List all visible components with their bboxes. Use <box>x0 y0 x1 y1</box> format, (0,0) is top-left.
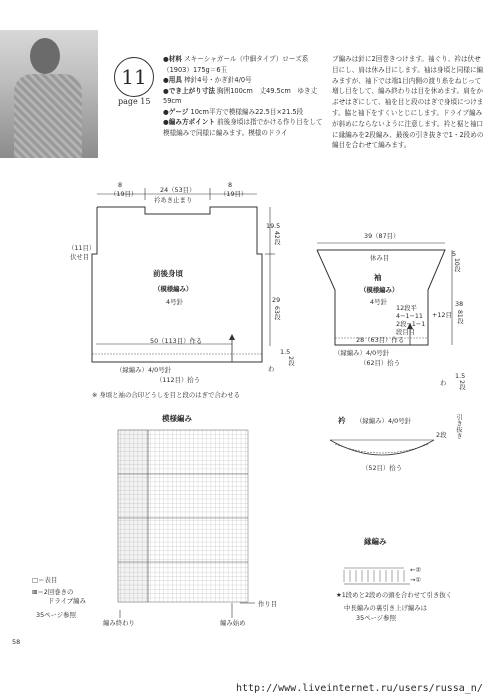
legend-drive: ⊠＝2回巻きの <box>32 588 74 596</box>
chart-title: 模様編み <box>162 414 192 423</box>
chart-end-label: 編み終わり <box>103 619 135 627</box>
legend-drive-2: ドライブ編み <box>48 597 86 605</box>
edging-row-1: →① <box>410 576 422 584</box>
collar-sub: （縁編み）4/0号針 <box>356 417 412 425</box>
sleeve-needle: 4号針 <box>370 298 387 306</box>
body-top-center: 24（53目） <box>160 186 196 194</box>
page-number: 58 <box>12 638 21 646</box>
body-top-right-stitches: （19目） <box>220 190 248 198</box>
body-top-left-width: 8 <box>118 181 123 189</box>
body-pattern: （模様編み） <box>154 285 193 293</box>
sleeve-pattern: （模様編み） <box>360 286 399 294</box>
knit-symbol-icon: □ <box>32 576 39 584</box>
sleeve-side-a-rows: 10段 <box>453 258 460 273</box>
edging-row-2: ←② <box>410 566 422 574</box>
legend-knit: □＝表目 <box>32 576 58 584</box>
spec-gauge: ●ゲージ 10cm平方で模様編み22.5目×21.5段 <box>163 107 304 116</box>
sleeve-title: 袖 <box>374 273 382 282</box>
design-number-badge: 11 <box>114 57 154 97</box>
body-title: 前後身頃 <box>153 269 183 278</box>
legend-ref: 35ページ参照 <box>36 611 76 619</box>
collar-end-note: 引き抜き <box>455 414 462 439</box>
sleeve-increase-total: +12目 <box>432 311 452 319</box>
sleeve-top-width: 39（87目） <box>364 232 400 240</box>
sleeve-wa: わ <box>440 379 447 387</box>
body-cast-on: 50（113目）作る <box>150 337 203 345</box>
edging-note: ★1段めと2段めの頭を合わせて引き抜く <box>336 591 453 599</box>
spec-tools: ●用具 棒針4号・かぎ針4/0号 <box>163 76 252 84</box>
edging-symbol-note: 中長編みの裏引き上げ編みは <box>344 604 428 612</box>
body-border-label: （縁編み）4/0号針 <box>116 366 172 374</box>
instructions-text: ブ編みは針に2回巻きつけます。袖ぐり、衿は伏せ目にし、肩は休み目にします。袖は身頃と同様に編みますが、袖下では端1目内側の渡り糸をねじって増し目をして、編み終わりは目を休めます。肩をかぶせはぎにして、袖を目と段のはぎで身頃につけます。脇と袖下をすくいとじにします。ドライブ編みが斜めにならないように注意します。衿と裾と袖口に縁編みを2段編み、最後の引き抜きで1・2段めの編目を合わせて編みます。 <box>332 55 484 150</box>
edging-title: 縁編み <box>364 537 387 546</box>
sleeve-side-a: 5 <box>452 250 457 258</box>
collar-rows: 2段 <box>436 431 447 439</box>
collar-stitches: （52目）拾う <box>362 464 403 472</box>
chart-start-label: 編み始め <box>220 619 246 627</box>
body-top-left-stitches: （19目） <box>110 190 138 198</box>
left-note-stitches: （11目） <box>68 244 96 252</box>
armhole-rows: 42段 <box>273 231 280 246</box>
left-note: 伏せ目 <box>70 253 90 261</box>
pattern-chart-grid <box>118 430 248 602</box>
edging-symbol-ref: 35ページ参照 <box>356 614 396 622</box>
body-height: 29 <box>272 296 281 304</box>
body-rows: 63段 <box>273 306 280 321</box>
sleeve-height-rows: 81段 <box>456 310 463 325</box>
neck-note: 衿あき止まり <box>154 196 193 204</box>
sleeve-height: 38 <box>455 300 464 308</box>
sleeve-cast-on: 28（63目）作る <box>356 336 405 344</box>
sleeve-border-label: （縁編み）4/0号針 <box>334 349 390 357</box>
sleeve-border-rows: 2段 <box>458 380 465 391</box>
body-wa: わ <box>268 365 275 373</box>
spec-points: ●編み方ポイント 前後身頃は指でかける作り目をして模様編みで同様に編みます。模様のドライ <box>163 118 323 137</box>
source-url[interactable]: http://www.liveinternet.ru/users/russa_n/ <box>236 683 483 694</box>
body-border-rows: 2段 <box>287 356 294 367</box>
assembly-note: ※ 身頃と袖の合印どうしを目と段のはぎで合わせる <box>92 391 240 399</box>
spec-size: ●でき上がり寸法 胸囲100cm 丈49.5cm ゆき丈59cm <box>163 86 318 105</box>
sleeve-rest-note: 休み目 <box>370 254 390 262</box>
sleeve-border-stitches: （62目）拾う <box>360 359 401 367</box>
spec-material: ●材料 スキーシャガール（中細タイプ）ローズ系（1903）175g＝6玉 <box>163 55 309 74</box>
collar-title: 衿 <box>338 416 346 425</box>
edging-chart <box>344 568 404 582</box>
armhole-height: 19.5 <box>266 222 281 230</box>
body-top-right-width: 8 <box>228 181 233 189</box>
sleeve-border-height: 1.5 <box>455 372 466 380</box>
sleeve-increase: 12段平 4−1−11 2段−1−1 段目目 <box>396 304 426 336</box>
body-border-height: 1.5 <box>280 348 291 356</box>
drive-stitch-icon: ⊠ <box>32 588 38 596</box>
chart-start-note: 作り目 <box>258 600 278 608</box>
body-needle: 4号針 <box>166 298 183 306</box>
page-reference: page 15 <box>118 97 151 106</box>
body-border-stitches: （112目）拾う <box>156 376 201 384</box>
